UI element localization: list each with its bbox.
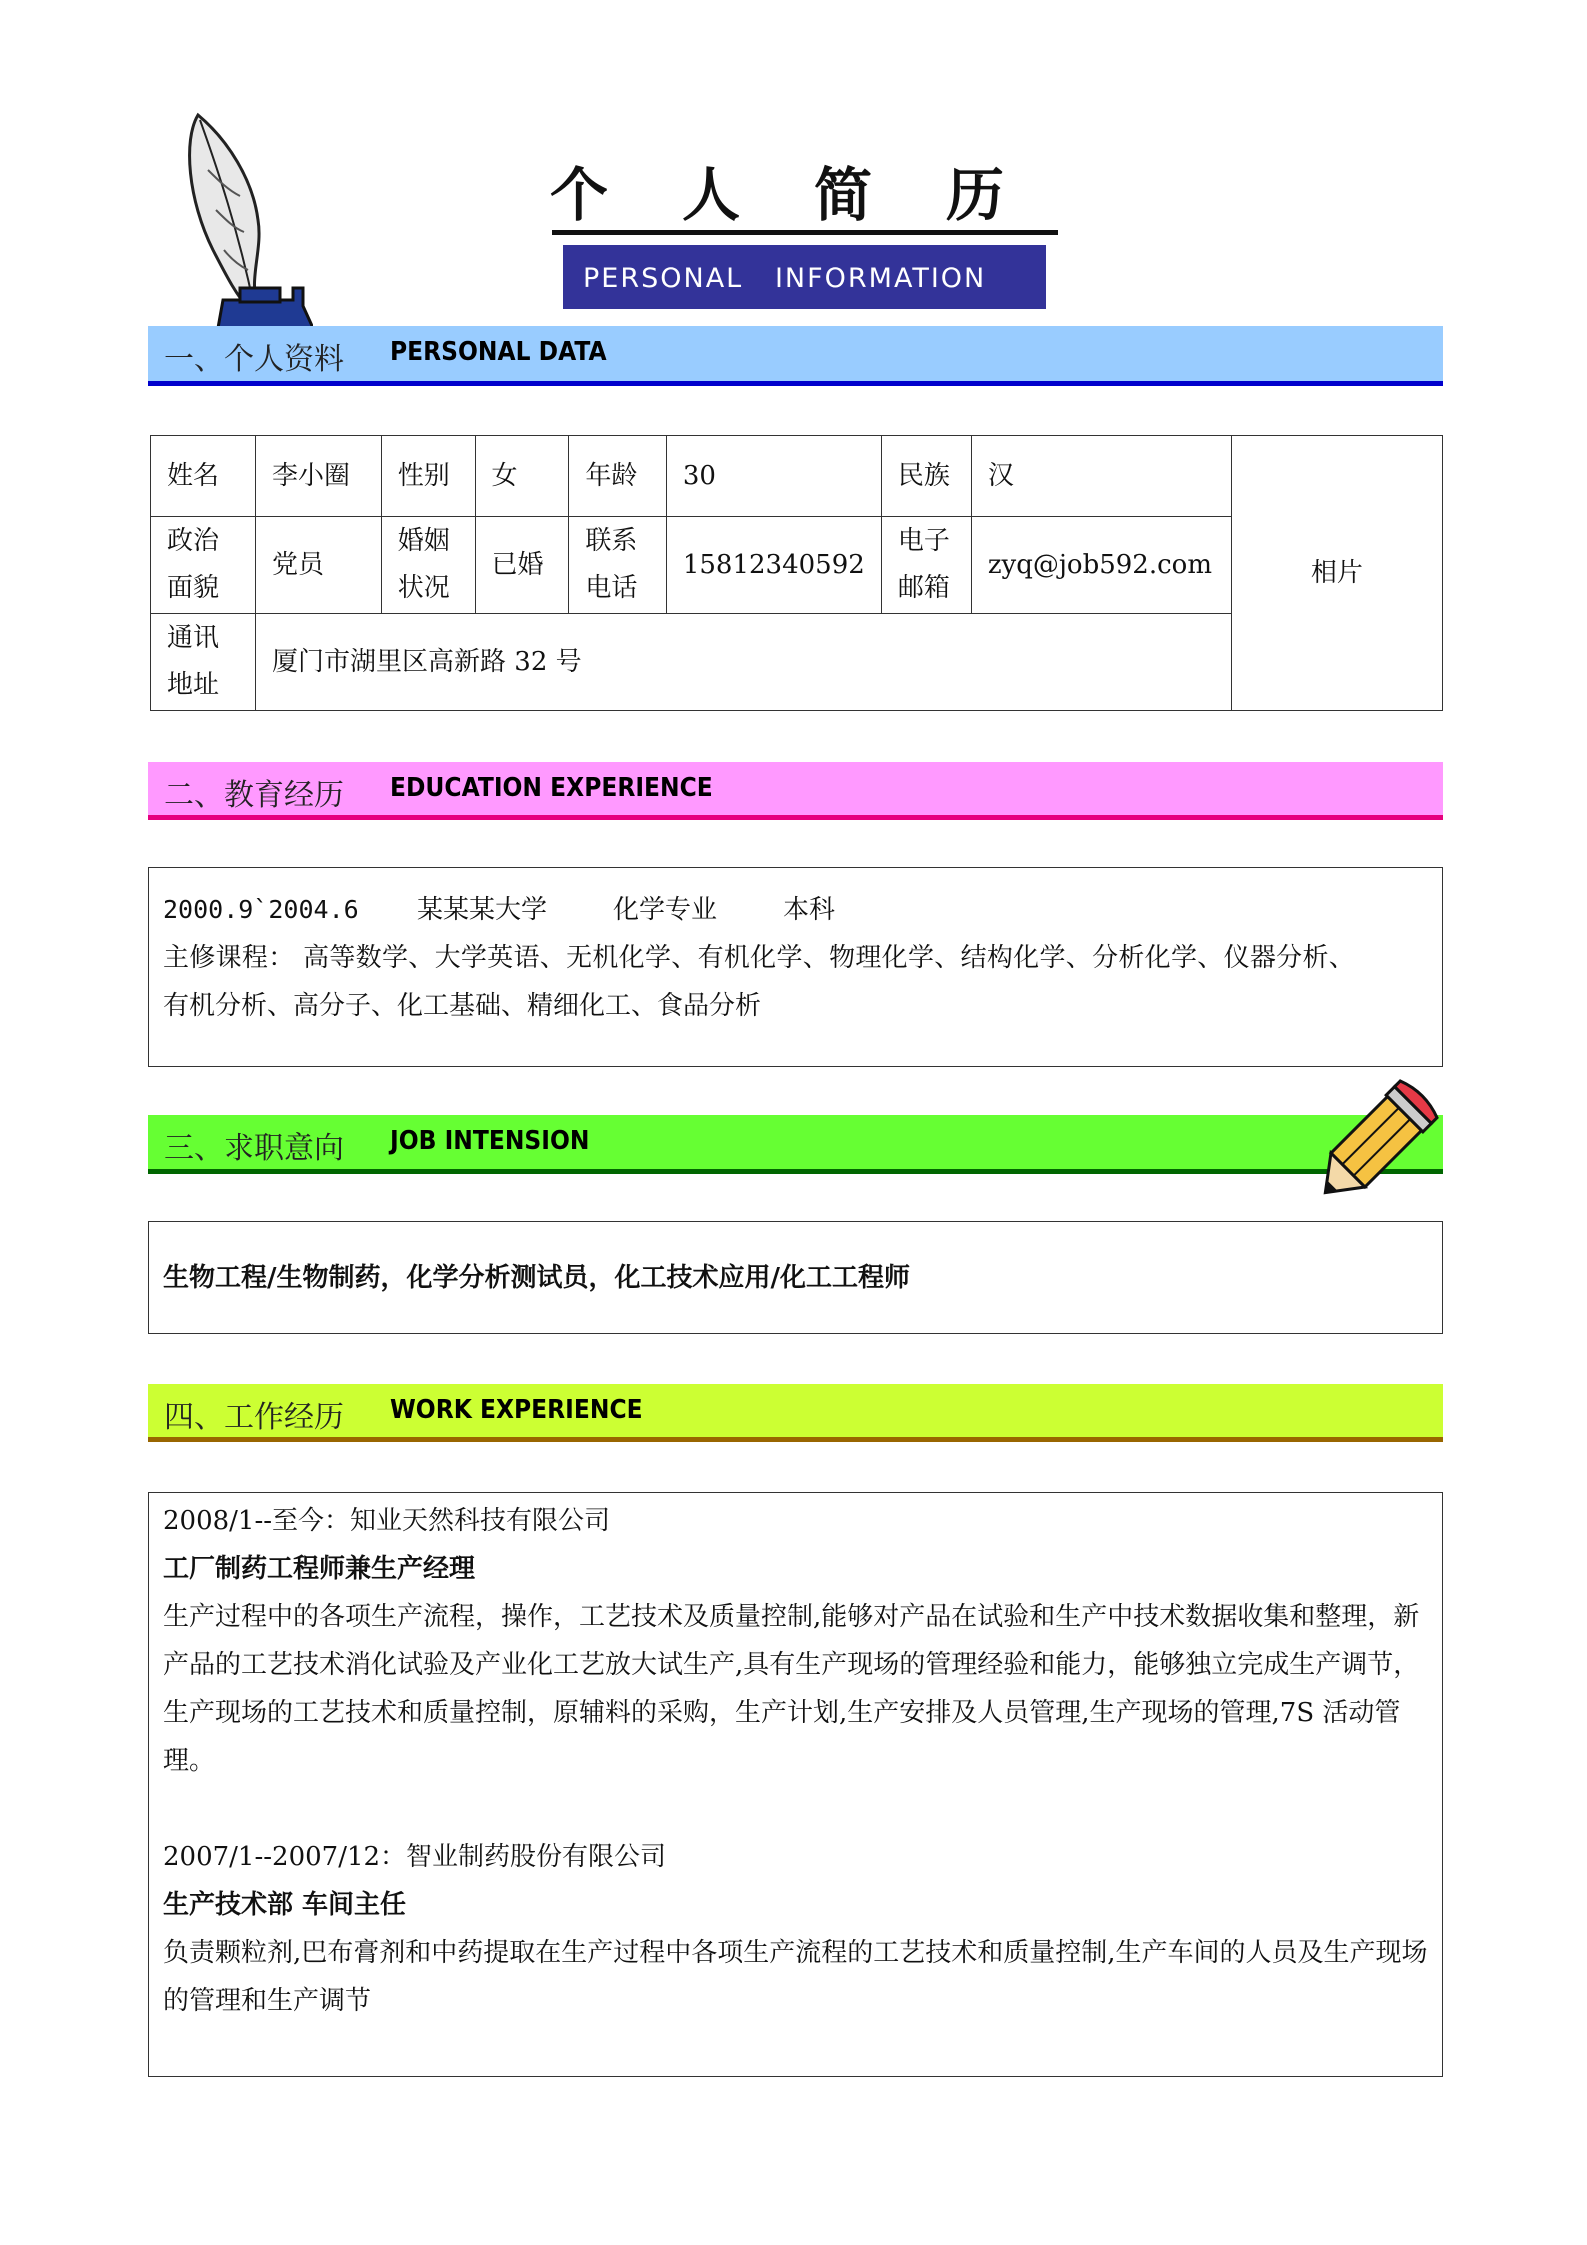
section-header-work [148,1384,1443,1441]
phone-label-line2: 电话 [585,573,638,603]
section-title-cn: 一、个人资料 [164,342,344,377]
work-description: 负责颗粒剂,巴布膏剂和中药提取在生产过程中各项生产流程的工艺技术和质量控制,生产车间的人员及生产现场的管理和生产调节 [163,1938,1428,2016]
personal-info-table [150,435,1443,711]
section-title-en: PERSONAL DATA [390,337,607,367]
work-position: 生产技术部 车间主任 [163,1890,407,1920]
address-label-line2: 地址 [167,670,220,700]
phone-label-line1: 联系 [585,526,638,556]
education-box [148,867,1443,1067]
section-header-personal [148,326,1443,383]
political-label-line2: 面貌 [167,573,220,603]
section-header-job [148,1115,1443,1172]
email-label-line2: 邮箱 [897,573,950,603]
education-degree: 本科 [783,895,836,925]
work-period: 2008/1--至今：知业天然科技有限公司 [163,1506,611,1536]
marital-label-line1: 婚姻 [397,526,450,556]
education-summary [163,886,1428,934]
section-underline [148,1169,1443,1174]
name-label: 姓名 [151,436,256,517]
section-title-en: JOB INTENSION [390,1126,590,1156]
section-underline [148,381,1443,386]
name-value: 李小圈 [256,436,382,517]
work-position: 工厂制药工程师兼生产经理 [163,1554,476,1584]
section-title-en: EDUCATION EXPERIENCE [390,773,713,803]
ethnicity-label: 民族 [881,436,971,517]
email-value: zyq@job592.com [971,517,1231,614]
page-subtitle: PERSONAL INFORMATION [563,245,1046,309]
work-experience-box [148,1492,1443,2077]
phone-value: 15812340592 [666,517,881,614]
marital-label-line2: 状况 [397,573,450,603]
address-value: 厦门市湖里区高新路 32 号 [256,614,1232,711]
job-intention-text: 生物工程/生物制药，化学分析测试员，化工技术应用/化工工程师 [163,1263,910,1293]
address-label [151,614,256,711]
marital-label [381,517,475,614]
page-title: 个人简历 [550,161,1079,229]
email-label [881,517,971,614]
section-title-cn: 四、工作经历 [164,1400,344,1435]
address-label-line1: 通讯 [167,623,220,653]
gender-label: 性别 [381,436,475,517]
work-period: 2007/1--2007/12：智业制药股份有限公司 [163,1842,667,1872]
work-description: 生产过程中的各项生产流程，操作，工艺技术及质量控制,能够对产品在试验和生产中技术数据收集和整理，新产品的工艺技术消化试验及产业化工艺放大试生产,具有生产现场的管理经验和能力，能够独立完成生产调节，生产现场的工艺技术和质量控制，原辅料的采购，生产计划,生产安排及人员管理,生产现场的管理,7S 活动管理。 [163,1602,1420,1776]
age-value: 30 [666,436,881,517]
age-label: 年龄 [569,436,667,517]
title-underline [552,230,1058,235]
section-title-cn: 三、求职意向 [164,1131,344,1166]
email-label-line1: 电子 [897,526,950,556]
education-period: 2000.9`2004.6 [163,895,359,924]
education-courses-line2: 有机分析、高分子、化工基础、精细化工、食品分析 [163,991,762,1021]
section-underline [148,815,1443,820]
job-intention-box [148,1221,1443,1334]
ethnicity-value: 汉 [971,436,1231,517]
education-major: 化学专业 [613,895,718,925]
quill-inkwell-icon [178,110,313,328]
political-value: 党员 [256,517,382,614]
political-label [151,517,256,614]
pencil-icon [1298,1072,1446,1220]
section-title-en: WORK EXPERIENCE [390,1395,643,1425]
photo-placeholder: 相片 [1231,436,1442,711]
political-label-line1: 政治 [167,526,220,556]
education-school: 某某某大学 [417,895,548,925]
section-underline [148,1437,1443,1442]
section-header-education [148,762,1443,819]
section-title-cn: 二、教育经历 [164,778,344,813]
phone-label [569,517,667,614]
education-courses-line1: 主修课程： 高等数学、大学英语、无机化学、有机化学、物理化学、结构化学、分析化学、仪器分析、 [163,943,1356,973]
gender-value: 女 [475,436,569,517]
marital-value: 已婚 [475,517,569,614]
